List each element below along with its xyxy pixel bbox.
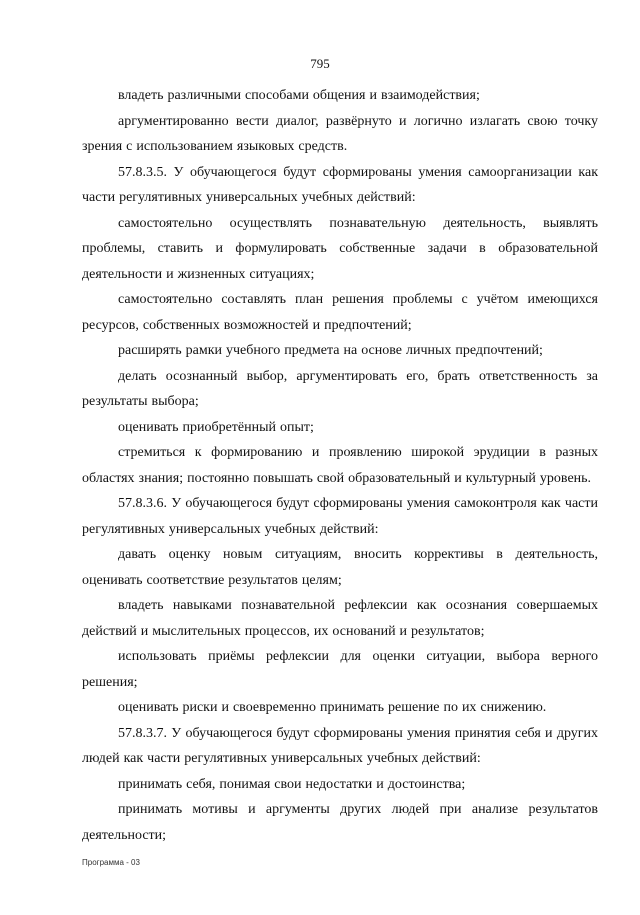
section-paragraph-57-8-3-6: 57.8.3.6. У обучающегося будут сформированы умения самоконтроля как части регулятивных универсальных учебных действий: [82,496,598,537]
section-paragraph-57-8-3-7: 57.8.3.7. У обучающегося будут сформированы умения принятия себя и других людей как части регулятивных универсальных учебных действий: [82,725,598,766]
paragraph: самостоятельно составлять план решения проблемы с учётом имеющихся ресурсов, собственных возможностей и предпочтений; [82,292,598,333]
paragraph: стремиться к формированию и проявлению широкой эрудиции в разных областях знания; постоянно повышать свой образовательный и культурный уровень. [82,445,598,486]
paragraph: расширять рамки учебного предмета на основе личных предпочтений; [118,343,543,358]
paragraph: владеть навыками познавательной рефлексии как осознания совершаемых действий и мыслительных процессов, их оснований и результатов; [82,598,598,639]
paragraph: самостоятельно осуществлять познавательную деятельность, выявлять проблемы, ставить и формулировать собственные задачи в образовательной деятельности и жизненных ситуациях; [82,215,598,282]
paragraph: оценивать приобретённый опыт; [118,419,314,435]
paragraph: принимать мотивы и аргументы других людей при анализе результатов деятельности; [82,802,598,843]
paragraph: делать осознанный выбор, аргументировать его, брать ответственность за результаты выбора; [82,368,598,409]
paragraph: использовать приёмы рефлексии для оценки ситуации, выбора верного решения; [82,649,598,690]
document-body [82,83,598,848]
page-footer: Программа - 03 [82,858,140,867]
section-paragraph-57-8-3-5: 57.8.3.5. У обучающегося будут сформированы умения самоорганизации как части регулятивных универсальных учебных действий: [82,164,598,205]
paragraph: принимать себя, понимая свои недостатки и достоинства; [118,776,466,792]
page-number: 795 [310,56,330,71]
paragraph: оценивать риски и своевременно принимать решение по их снижению. [118,700,547,715]
paragraph: владеть различными способами общения и взаимодействия; [118,88,480,103]
paragraph: давать оценку новым ситуациям, вносить коррективы в деятельность, оценивать соответствие результатов целям; [82,547,598,588]
paragraph: аргументированно вести диалог, развёрнуто и логично излагать свою точку зрения с использованием языковых средств. [82,113,598,154]
